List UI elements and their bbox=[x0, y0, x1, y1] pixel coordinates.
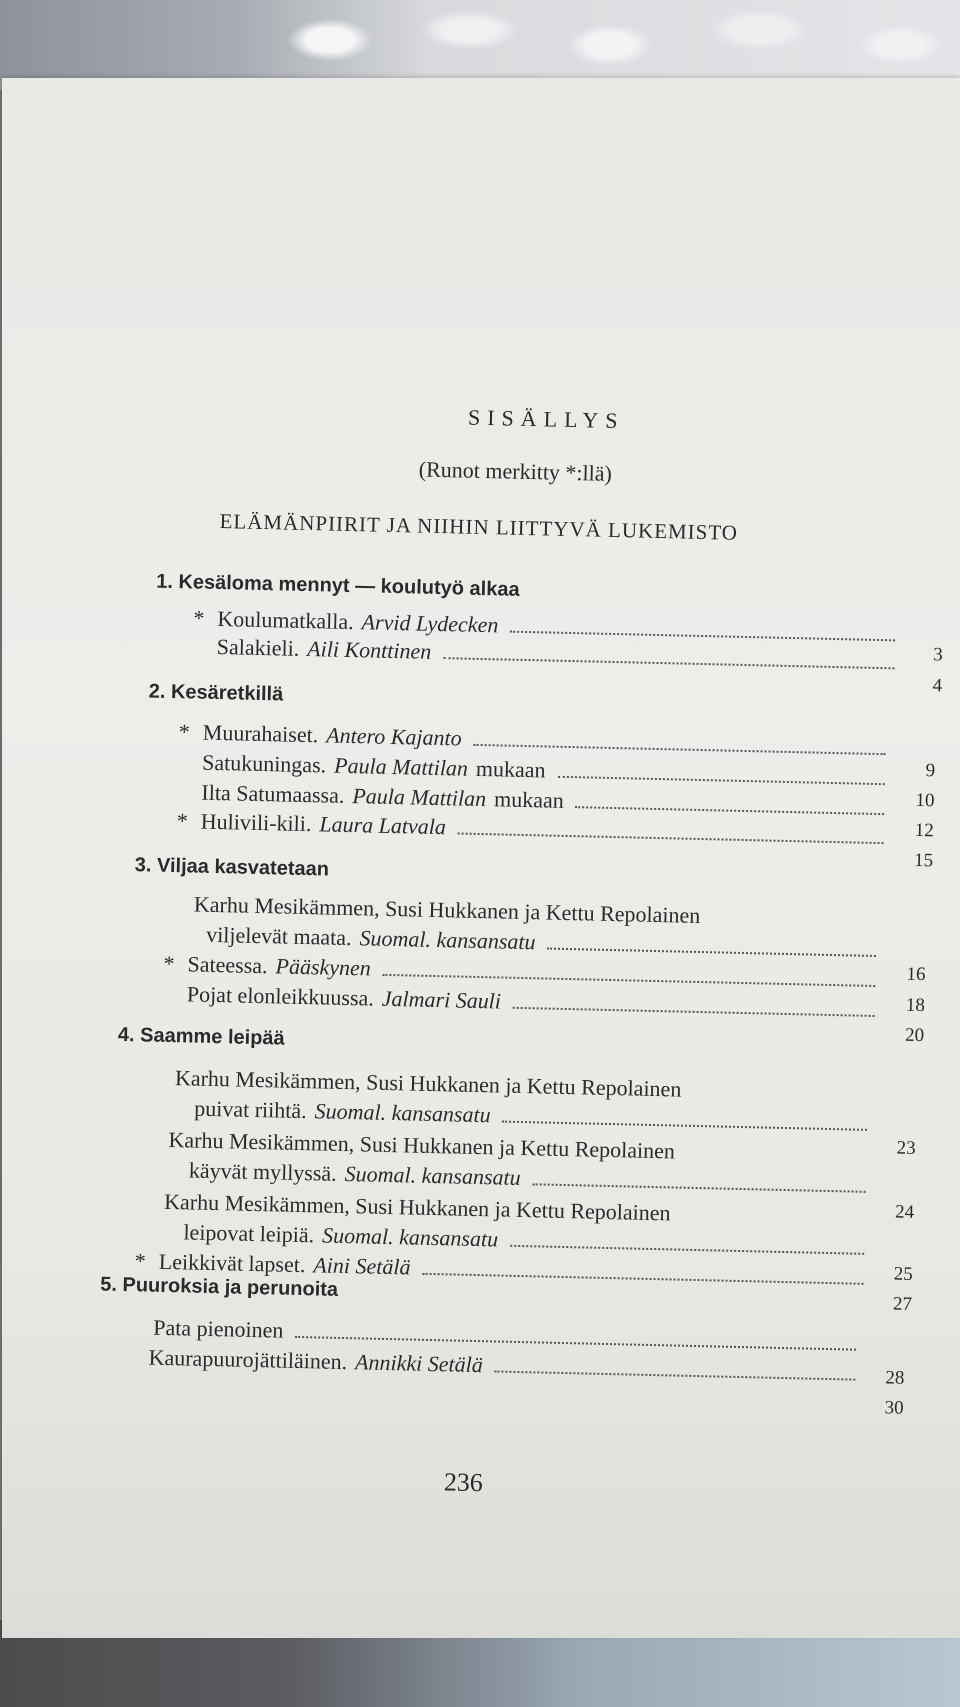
entry-title: puivat riihtä. bbox=[194, 1095, 307, 1124]
toc-entry[interactable]: * Koulumatkalla. Arvid Lydecken bbox=[217, 606, 907, 648]
entry-title: Ilta Satumaassa. bbox=[201, 779, 345, 808]
entry-title-line: Karhu Mesikämmen, Susi Hukkanen ja Kettu Repolainen bbox=[174, 1065, 682, 1102]
entry-title: viljelevät maata. bbox=[205, 921, 352, 951]
page-ref: 3 bbox=[933, 644, 944, 666]
entry-title-line: Karhu Mesikämmen, Susi Hukkanen ja Kettu Repolainen bbox=[193, 891, 701, 929]
entry-title: Pata pienoinen bbox=[153, 1314, 284, 1343]
page-ref: 16 bbox=[906, 963, 926, 986]
entry-title: Salakieli. bbox=[216, 633, 300, 661]
page-ref: 10 bbox=[915, 789, 935, 812]
entry-author: Laura Latvala bbox=[319, 811, 447, 840]
dot-leader bbox=[422, 1273, 863, 1285]
page-ref: 28 bbox=[885, 1367, 905, 1389]
entry-author: Jalmari Sauli bbox=[381, 985, 502, 1014]
page-ref: 23 bbox=[896, 1137, 916, 1159]
entry-title: käyvät myllyssä. bbox=[188, 1157, 338, 1186]
entry-title: Pojat elonleikkuussa. bbox=[186, 981, 375, 1011]
section-heading: 4. Saamme leipää bbox=[117, 1023, 285, 1050]
dot-leader bbox=[502, 1121, 867, 1131]
page-ref: 27 bbox=[892, 1293, 913, 1315]
dot-leader bbox=[533, 1183, 866, 1193]
section-heading: 1. Kesäloma mennyt — koulutyö alkaa bbox=[155, 570, 520, 601]
entry-author: Suomal. kansansatu bbox=[314, 1098, 491, 1128]
toc-entry[interactable]: * Sateessa. Pääskynen bbox=[187, 951, 887, 993]
entry-title: Kaurapuurojättiläinen. bbox=[148, 1344, 348, 1375]
page-ref: 18 bbox=[905, 994, 926, 1017]
entry-author: Annikki Setälä bbox=[354, 1349, 484, 1378]
entry-author: Antero Kajanto bbox=[325, 722, 462, 751]
page-title: SISÄLLYS bbox=[467, 404, 625, 434]
dot-leader bbox=[510, 1245, 864, 1255]
section-heading: 2. Kesäretkillä bbox=[148, 680, 284, 706]
dot-leader bbox=[383, 974, 876, 987]
entry-author: Arvid Lydecken bbox=[361, 609, 499, 638]
toc-entry[interactable]: Ilta Satumaassa. Paula Mattilan mukaan bbox=[201, 780, 896, 822]
page-ref: 25 bbox=[893, 1263, 913, 1285]
entry-author: Pääskynen bbox=[275, 953, 372, 981]
entry-author: Aili Konttinen bbox=[306, 636, 432, 664]
dot-leader bbox=[547, 948, 876, 957]
entry-title: leipovat leipiä. bbox=[183, 1219, 315, 1248]
page-subtitle: (Runot merkitty *:llä) bbox=[418, 456, 613, 486]
dot-leader bbox=[295, 1336, 856, 1351]
dot-leader bbox=[458, 832, 884, 844]
section-heading: 5. Puuroksia ja perunoita bbox=[100, 1273, 339, 1301]
dot-leader bbox=[576, 806, 885, 815]
entry-title: Satukuningas. bbox=[201, 749, 327, 778]
entry-title: Koulumatkalla. bbox=[217, 605, 354, 635]
entry-title-line: Karhu Mesikämmen, Susi Hukkanen ja Kettu Repolainen bbox=[163, 1188, 671, 1226]
page-ref: 12 bbox=[914, 819, 935, 842]
page-ref: 15 bbox=[913, 849, 934, 872]
toc-entry[interactable]: * Leikkivät lapset. Aini Setälä bbox=[159, 1249, 876, 1291]
dot-leader bbox=[495, 1370, 856, 1380]
toc-entry[interactable]: * Muurahaiset. Antero Kajanto bbox=[203, 720, 898, 762]
toc-entry[interactable]: Satukuningas. Paula Mattilan mukaan bbox=[202, 750, 897, 792]
entry-author: Aini Setälä bbox=[313, 1252, 411, 1280]
entry-author: Suomal. kansansatu bbox=[321, 1222, 499, 1252]
contents-heading: ELÄMÄNPIIRIT JA NIIHIN LIITTYVÄ LUKEMISTO bbox=[219, 509, 739, 545]
dot-leader bbox=[443, 657, 894, 669]
page-ref: 4 bbox=[932, 675, 943, 697]
page-ref: 30 bbox=[884, 1397, 904, 1419]
entry-author: Paula Mattilan bbox=[352, 783, 487, 812]
dot-leader bbox=[474, 744, 886, 755]
section-heading: 3. Viljaa kasvatetaan bbox=[134, 854, 330, 881]
entry-title: Muurahaiset. bbox=[202, 719, 319, 748]
page-ref: 20 bbox=[904, 1024, 925, 1047]
entry-title-line: Karhu Mesikämmen, Susi Hukkanen ja Kettu Repolainen bbox=[168, 1127, 676, 1164]
dot-leader bbox=[557, 776, 884, 785]
toc-entry[interactable]: * Hulivili-kili. Laura Latvala bbox=[201, 809, 896, 851]
dot-leader bbox=[510, 631, 895, 642]
page-ref: 24 bbox=[894, 1201, 915, 1223]
entry-author: Paula Mattilan bbox=[333, 752, 469, 781]
entry-title: Sateessa. bbox=[187, 951, 268, 979]
page-ref: 9 bbox=[925, 760, 936, 782]
dot-leader bbox=[513, 1007, 875, 1017]
entry-title: Hulivili-kili. bbox=[200, 808, 312, 837]
entry-title: Leikkivät lapset. bbox=[158, 1248, 306, 1278]
entry-author: Suomal. kansansatu bbox=[344, 1161, 521, 1191]
page-number: 236 bbox=[443, 1467, 484, 1498]
entry-author: Suomal. kansansatu bbox=[359, 925, 536, 955]
